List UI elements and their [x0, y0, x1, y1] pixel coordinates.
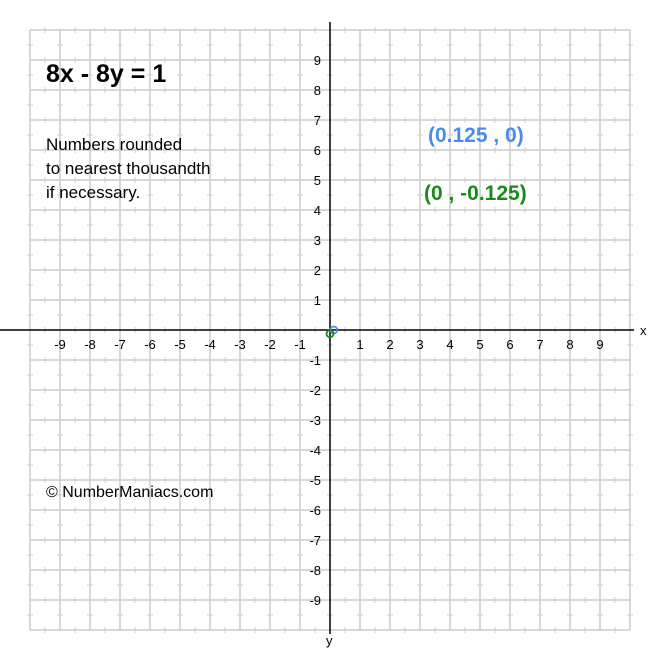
equation-title: 8x - 8y = 1 [46, 60, 167, 88]
y-tick-label: 5 [313, 173, 321, 188]
rounding-note-line: to nearest thousandth [46, 159, 211, 178]
y-tick-label: 8 [313, 83, 321, 98]
rounding-note-line: Numbers rounded [46, 135, 183, 154]
x-tick-label: -6 [144, 337, 156, 352]
rounding-note [46, 133, 210, 205]
y-tick-label: 4 [313, 203, 321, 218]
x-tick-label: 2 [386, 337, 394, 352]
y-tick-label: 9 [313, 53, 321, 68]
x-tick-label: 5 [476, 337, 484, 352]
x-tick-label: 3 [416, 337, 424, 352]
y-tick-label: 2 [313, 263, 321, 278]
copyright-text: © NumberManiacs.com [46, 484, 214, 501]
x-tick-label: 7 [536, 337, 544, 352]
x-tick-label: 1 [356, 337, 364, 352]
y-tick-label: -9 [309, 593, 321, 608]
y-axis-label: y [326, 633, 333, 648]
x-tick-label: -9 [54, 337, 66, 352]
x-tick-label: 9 [596, 337, 604, 352]
x-tick-label: -5 [174, 337, 186, 352]
x-tick-label: -4 [204, 337, 216, 352]
y-tick-label: -6 [309, 503, 321, 518]
y-tick-label: -8 [309, 563, 321, 578]
y-tick-label: -4 [309, 443, 321, 458]
axes [0, 22, 647, 648]
y-tick-label: -7 [309, 533, 321, 548]
y-tick-label: -5 [309, 473, 321, 488]
y-tick-label: -1 [309, 353, 321, 368]
x-tick-label: 8 [566, 337, 574, 352]
x-tick-label: -3 [234, 337, 246, 352]
x-tick-label: -1 [294, 337, 306, 352]
x-tick-label: 6 [506, 337, 514, 352]
y-tick-label: 7 [313, 113, 321, 128]
y-tick-label: 6 [313, 143, 321, 158]
x-intercept-label: (0.125 , 0) [428, 124, 524, 147]
y-tick-label: 1 [313, 293, 321, 308]
y-tick-label: -2 [309, 383, 321, 398]
intercept-points [327, 327, 338, 338]
x-tick-label: -2 [264, 337, 276, 352]
y-intercept-label: (0 , -0.125) [424, 182, 527, 205]
x-axis-label: x [640, 323, 647, 338]
x-tick-label: -8 [84, 337, 96, 352]
x-tick-label: 4 [446, 337, 454, 352]
x-tick-label: -7 [114, 337, 126, 352]
y-tick-label: 3 [313, 233, 321, 248]
rounding-note-line: if necessary. [46, 183, 141, 202]
y-tick-label: -3 [309, 413, 321, 428]
